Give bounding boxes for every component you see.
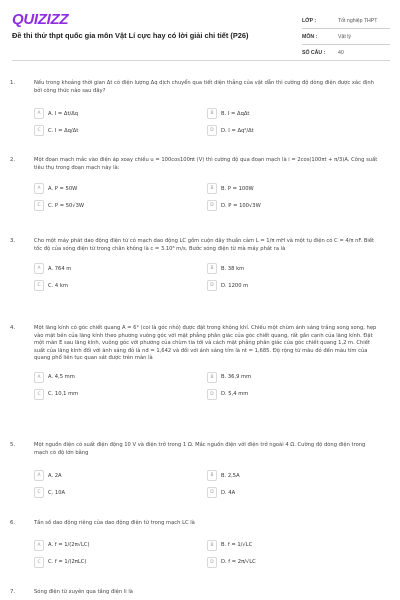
option-c[interactable]: [34, 557, 204, 568]
meta-value: Tốt nghiệp THPT: [338, 17, 378, 24]
option-letter-box: D: [207, 487, 217, 498]
option-letter-box: A: [34, 263, 44, 274]
question-number: 6.: [10, 520, 16, 526]
meta-key: MÔN :: [302, 33, 318, 40]
option-letter-box: A: [34, 470, 44, 481]
meta-value: Vật lý: [338, 33, 351, 40]
question-number: 7.: [10, 589, 16, 595]
option-text: B. f = 1/√LC: [221, 542, 253, 549]
option-letter-box: B: [207, 372, 217, 383]
option-d[interactable]: [207, 280, 377, 291]
option-c[interactable]: [34, 280, 204, 291]
option-letter-box: A: [34, 372, 44, 383]
option-c[interactable]: [34, 389, 204, 400]
option-a[interactable]: [34, 263, 204, 274]
option-letter-box: A: [34, 540, 44, 551]
option-text: D. 1200 m: [221, 282, 249, 289]
meta-table: [302, 13, 390, 61]
quizizz-logo: QUIZIZZ: [12, 11, 69, 28]
option-letter-box: C: [34, 389, 44, 400]
option-text: A. I = Δt/Δq: [48, 110, 79, 117]
option-letter-box: B: [207, 183, 217, 194]
option-text: C. 10A: [48, 489, 66, 496]
option-text: B. P = 100W: [221, 185, 254, 192]
option-b[interactable]: [207, 263, 377, 274]
option-letter-box: C: [34, 125, 44, 136]
meta-value: 40: [338, 49, 344, 56]
option-text: A. P = 50W: [48, 185, 78, 192]
option-letter-box: C: [34, 557, 44, 568]
option-c[interactable]: [34, 200, 204, 211]
option-letter-box: A: [34, 108, 44, 119]
question-2: [10, 157, 390, 211]
option-text: C. f = 1/(2πLC): [48, 559, 87, 566]
option-d[interactable]: [207, 125, 377, 136]
meta-row-subject: [302, 29, 390, 45]
option-b[interactable]: [207, 540, 377, 551]
option-text: C. P = 50√3W: [48, 202, 85, 209]
page-title: Đề thi thử thpt quốc gia môn Vật Lí cực hay có lời giải chi tiết (P26): [12, 31, 249, 40]
option-a[interactable]: [34, 540, 204, 551]
option-a[interactable]: [34, 108, 204, 119]
question-number: 3.: [10, 238, 16, 244]
option-a[interactable]: [34, 183, 204, 194]
option-text: A. 2A: [48, 472, 62, 479]
option-d[interactable]: [207, 200, 377, 211]
question-text: Một lăng kính có góc chiết quang A = 6° (coi là góc nhỏ) được đặt trong không khí. Chiếu một chùm ánh sáng trắng song song, hẹp vào mặt bên của lăng kính theo phương vuông góc với mặt phẳng phân giác của góc chiết quang, rất gần cạnh của lăng kính. Đặt một màn E sau lăng kính, vuông góc với phương của chùm tia tới và cách mặt phẳng phân giác của góc chiết quang 1,2 m. Chiết suất của lăng kính đối với ánh sáng đỏ là nđ = 1,642 và đối với ánh sáng tím là nt = 1,685. Độ rộng từ màu đỏ đến màu tím của quang phổ liên tục quan sát được trên màn là: [34, 325, 377, 362]
option-letter-box: C: [34, 200, 44, 211]
option-text: B. 36,9 mm: [221, 374, 252, 381]
option-a[interactable]: [34, 470, 204, 481]
option-letter-box: B: [207, 540, 217, 551]
question-text: Một nguồn điện có suất điện động 10 V và điện trở trong 1 Ω. Mắc nguồn điện với điện trở ngoài 4 Ω. Cường độ dòng điện trong mạch có độ lớn bằng: [34, 442, 366, 456]
meta-key: LỚP :: [302, 17, 317, 24]
option-text: A. 764 m: [48, 265, 72, 272]
meta-key: SỐ CÂU :: [302, 49, 326, 56]
option-letter-box: B: [207, 470, 217, 481]
option-letter-box: B: [207, 108, 217, 119]
question-4: [10, 325, 390, 400]
option-letter-box: C: [34, 487, 44, 498]
option-b[interactable]: [207, 372, 377, 383]
option-b[interactable]: [207, 183, 377, 194]
option-letter-box: D: [207, 200, 217, 211]
question-number: 4.: [10, 325, 16, 331]
option-letter-box: D: [207, 125, 217, 136]
option-d[interactable]: [207, 487, 377, 498]
option-text: D. f = 2π/√LC: [221, 559, 256, 566]
option-text: D. I = Δq²/Δt: [221, 127, 254, 134]
option-text: A. f = 1/(2π√LC): [48, 542, 90, 549]
question-1: [10, 80, 390, 136]
question-6: [10, 520, 390, 568]
option-c[interactable]: [34, 487, 204, 498]
option-letter-box: D: [207, 389, 217, 400]
option-text: D. P = 100√3W: [221, 202, 261, 209]
option-text: A. 4,5 mm: [48, 374, 75, 381]
option-letter-box: D: [207, 280, 217, 291]
question-5: [10, 442, 390, 498]
option-text: C. I = Δq/Δt: [48, 127, 79, 134]
option-text: B. I = ΔqΔt: [221, 110, 250, 117]
question-text: Cho một máy phát dao động điện từ có mạch dao động LC gồm cuộn dây thuần cảm L = 1/π mH và một tụ điện có C = 4/π nF. Biết tốc độ của sóng điện từ trong chân không là c = 3.10⁸ m/s. Bước sóng điện từ mà máy phát ra là: [34, 238, 375, 252]
meta-row-count: [302, 45, 390, 61]
question-number: 2.: [10, 157, 16, 163]
meta-row-class: [302, 13, 390, 29]
question-number: 5.: [10, 442, 16, 448]
question-text: Nếu trong khoảng thời gian Δt có điện lượng Δq dịch chuyển qua tiết diện thẳng của vật dẫn thì cường độ dòng điện được xác định bởi công thức nào sau đây?: [34, 80, 374, 94]
option-d[interactable]: [207, 557, 377, 568]
option-text: D. 4A: [221, 489, 236, 496]
option-d[interactable]: [207, 389, 377, 400]
question-text: Tần số dao động riêng của dao động điện từ trong mạch LC là: [34, 520, 195, 526]
option-text: D. 5,4 mm: [221, 391, 249, 398]
option-text: B. 38 km: [221, 265, 245, 272]
question-3: [10, 238, 390, 291]
option-a[interactable]: [34, 372, 204, 383]
question-text: Sóng điện từ xuyên qua tầng điện li là: [34, 589, 133, 595]
option-b[interactable]: [207, 470, 377, 481]
question-7: [10, 589, 390, 597]
option-text: C. 4 km: [48, 282, 68, 289]
option-letter-box: B: [207, 263, 217, 274]
option-text: C. 10,1 mm: [48, 391, 79, 398]
option-letter-box: A: [34, 183, 44, 194]
header-divider: [12, 60, 388, 61]
question-number: 1.: [10, 80, 16, 86]
option-text: B. 2,5A: [221, 472, 240, 479]
option-letter-box: D: [207, 557, 217, 568]
option-b[interactable]: [207, 108, 377, 119]
option-letter-box: C: [34, 280, 44, 291]
question-text: Một đoạn mạch mắc vào điện áp xoay chiều u = 100cos100πt (V) thì cường độ qua đoạn mạch là i = 2cos(100πt + π/3)A. Công suất tiêu thụ trong đoạn mạch này là:: [34, 157, 378, 171]
option-c[interactable]: [34, 125, 204, 136]
